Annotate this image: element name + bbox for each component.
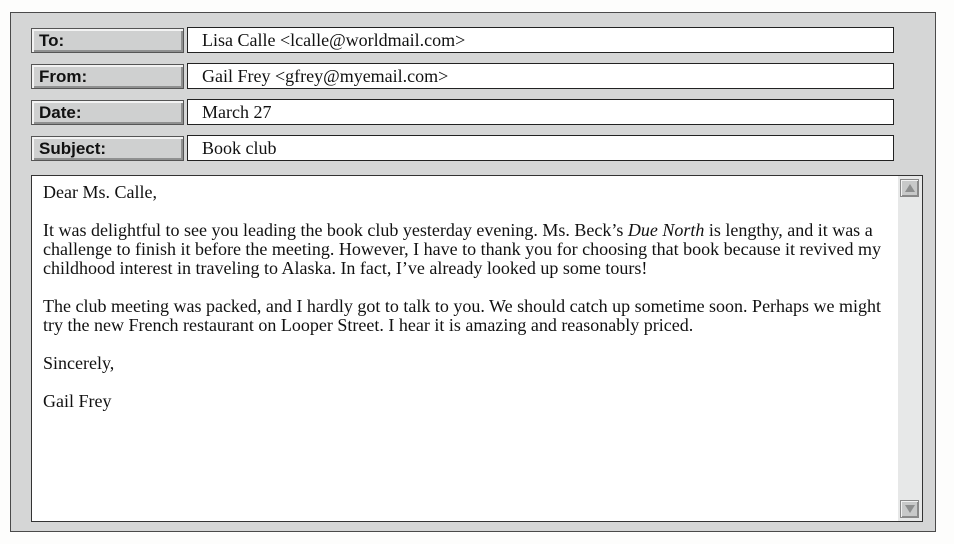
subject-field[interactable]: Book club: [187, 135, 894, 161]
signature: Gail Frey: [43, 391, 112, 411]
greeting: Dear Ms. Calle,: [43, 182, 157, 202]
triangle-up-icon: [905, 184, 915, 192]
triangle-down-icon: [905, 505, 915, 513]
vertical-scrollbar[interactable]: [898, 175, 923, 522]
to-label: To:: [31, 28, 184, 53]
paragraph-2: The club meeting was packed, and I hardly got to talk to you. We should catch up sometime soon. Perhaps we might try the new French restaurant on Looper Street. I hear it is amazing and reasonably priced.: [43, 296, 882, 335]
email-window: [10, 12, 936, 532]
scroll-up-button[interactable]: [900, 179, 919, 197]
paragraph-1: [43, 221, 891, 278]
date-field[interactable]: March 27: [187, 99, 894, 125]
subject-label: Subject:: [31, 136, 184, 161]
book-title: Due North: [627, 220, 705, 240]
scroll-down-button[interactable]: [900, 500, 919, 518]
paragraph-1-start: It was delightful to see you leading the book club yesterday evening. Ms. Beck’s: [43, 220, 628, 240]
paragraph-1-end: is lengthy, and it was a challenge to finish it before the meeting. However, I have to thank you for choosing that book because it revived my childhood interest in traveling to Alaska. In fact, I’ve already looked up some tours!: [43, 220, 882, 278]
to-field[interactable]: Lisa Calle <lcalle@worldmail.com>: [187, 27, 894, 53]
from-field[interactable]: Gail Frey <gfrey@myemail.com>: [187, 63, 894, 89]
message-text: [43, 183, 891, 430]
from-label: From:: [31, 64, 184, 89]
closing: Sincerely,: [43, 353, 115, 373]
message-body[interactable]: [31, 175, 899, 522]
date-label: Date:: [31, 100, 184, 125]
